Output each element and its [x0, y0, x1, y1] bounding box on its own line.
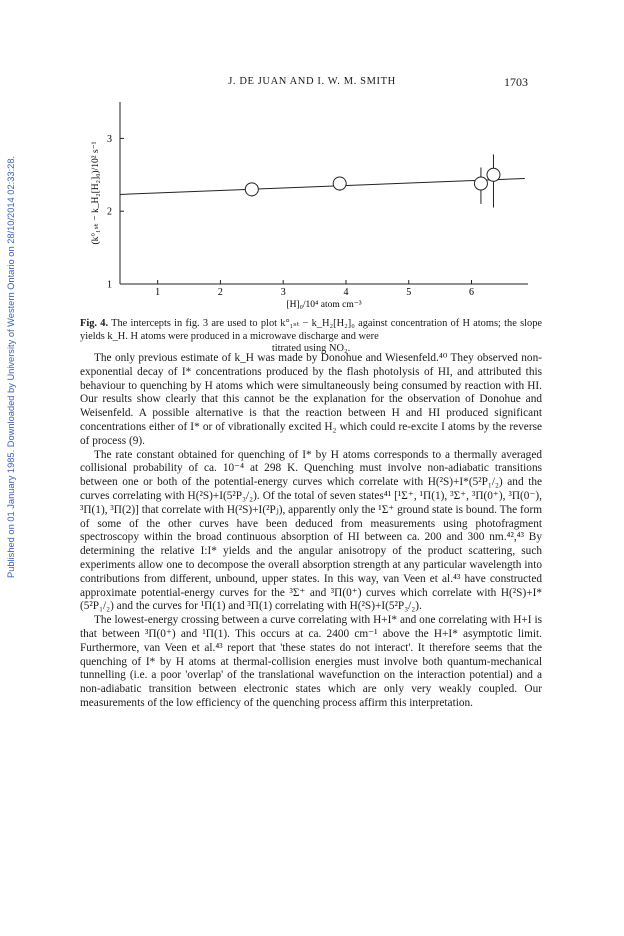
watermark-text: Published on 01 January 1985. Downloaded by University of Western Ontario on 28/10/2014 02:33:28. [6, 155, 16, 578]
caption-text: The intercepts in fig. 3 are used to plot k°₁ₛₜ − k_H₂[H₂]₀ against concentration of H atoms; the slope yields k_H. H atoms were produced in a microwave discharge and were [80, 318, 543, 342]
x-tick-label: 4 [343, 287, 349, 298]
paragraph-3: The lowest-energy crossing between a curve correlating with H+I* and one correlating with H+I is that between ³Π(0⁺) and ¹Π(1). This occurs at ca. 2400 cm⁻¹ above the H+I* asymptotic limit. Furthermore, van Veen et al.⁴³ report that 'these states do not interact'. It therefore seems that the quenching of I* by H atoms at thermal-collision energies must involve both quantum-mechanical tunnelling (i.e. a poor 'overlap' of the translational wavefunction on the interaction potential) and a non-adiabatic transition between electronic states which are only very weakly coupled. Our measurements of the low efficiency of the quenching process affirm this interpretation. [80, 614, 542, 709]
y-axis-label: (k°₁ₛₜ − k_H₂[H₂]₀)/10² s⁻¹ [91, 141, 101, 245]
download-watermark [6, 118, 18, 578]
caption-text-last: titrated using NO₂. [271, 343, 351, 354]
page-number: 1703 [504, 75, 528, 89]
page-header [0, 76, 624, 92]
x-tick-label: 5 [406, 287, 412, 298]
data-point [474, 177, 487, 190]
x-tick-label: 2 [217, 287, 223, 298]
x-tick-label: 1 [155, 287, 161, 298]
paragraph-1: The only previous estimate of k_H was made by Donohue and Wiesenfeld.⁴⁰ They observed non-exponential decay of I* concentrations produced by the flash photolysis of HI, and attributed this behaviour to quenching by H atoms which were simultaneously being consumed by reaction with HI. Our results show clearly that this cannot be the explanation for the observation of Donohue and Weisenfeld. A possible alternative is that the reaction between H and HI produced significant concentrations either of I* or of vibrationally excited H₂ which could re-excite I atoms by the reverse of process (9). [80, 352, 542, 447]
figure-caption [80, 318, 542, 356]
x-tick-marks [155, 280, 474, 298]
x-tick-label: 3 [280, 287, 286, 298]
fit-line [120, 178, 525, 194]
y-tick-marks [107, 134, 124, 291]
chart-axes [120, 102, 528, 284]
x-tick-label: 6 [469, 287, 475, 298]
paragraph-2: The rate constant obtained for quenching of I* by H atoms corresponds to a thermally averaged collisional probability of ca. 10⁻⁴ at 298 K. Quenching must involve non-adiabatic transitions between one or both of the potential-energy curves which correlate with H(²S)+I*(5²P₁/₂) and the curves correlating with H(²S)+I(5²P₃/₂). Of the total of seven states⁴¹ [¹Σ⁺, ¹Π(1), ³Σ⁺, ³Π(0⁺), ³Π(0⁻), ³Π(1), ³Π(2)] that correlate with H(²S)+I(²Pⱼ), apparently only the ¹Σ⁺ ground state is bound. The form of some of the other curves have been deduced from measurements using photofragment spectroscopy within the broad continuous absorption of HI between ca. 200 and 300 nm.⁴²,⁴³ By determining the relative I:I* yields and the angular anisotropy of the product scattering, such experiments allow one to decompose the overall absorption strength at any particular wavelength into contributions from different, unbound, upper states. In this way, van Veen et al.⁴³ have constructed approximate potential-energy curves for the ³Σ⁺ and ³Π(0⁺) curves which correlate with H(²S)+I*(5²P₁/₂) and the curves for ¹Π(1) and ³Π(1) correlating with H(²S)+I(5²P₃/₂). [80, 448, 542, 613]
data-point [245, 183, 258, 196]
running-head: J. DE JUAN AND I. W. M. SMITH [228, 76, 396, 87]
data-point [333, 177, 346, 190]
fit-line-group [120, 178, 525, 194]
caption-label: Fig. 4. [80, 318, 109, 329]
data-point [487, 168, 500, 181]
x-axis-label: [H]₀/10⁴ atom cm⁻³ [286, 300, 362, 310]
y-tick-label: 2 [107, 206, 112, 218]
figure-4-chart [60, 92, 540, 314]
y-tick-label: 3 [107, 133, 112, 145]
body-text [80, 352, 542, 711]
y-tick-label: 1 [107, 279, 112, 291]
